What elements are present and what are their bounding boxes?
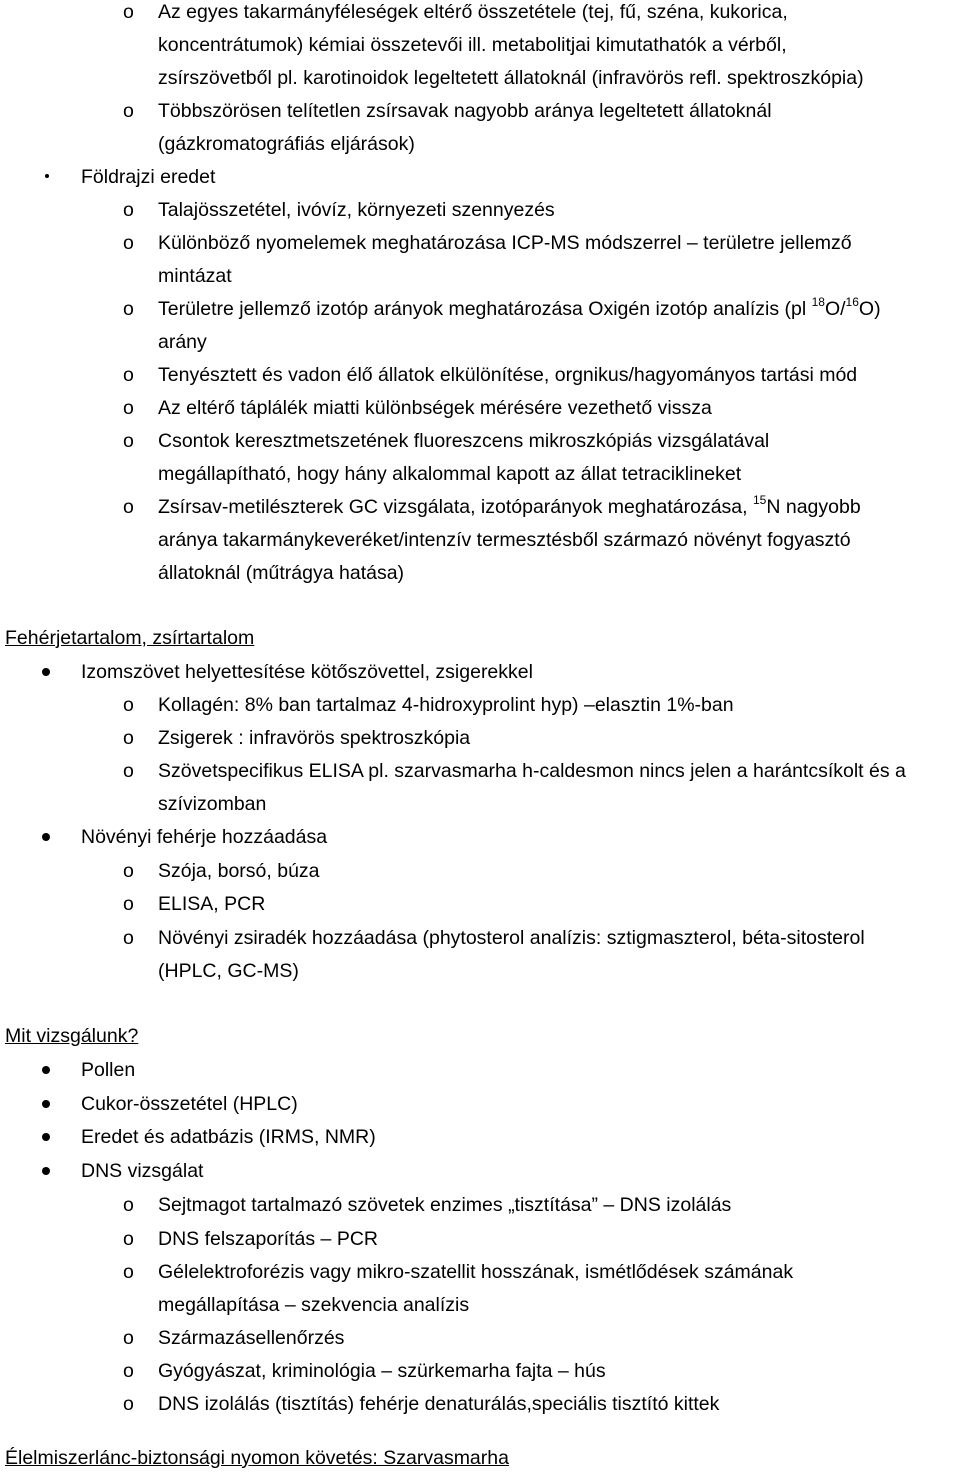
list-marker: o xyxy=(123,430,134,452)
footer-heading: Élelmiszerlánc-biztonsági nyomon követés: Szarvasmarha xyxy=(5,1447,509,1469)
text-segment: O/ xyxy=(824,298,846,320)
list-item-line: Zsigerek : infravörös spektroszkópia xyxy=(158,727,471,749)
list-marker: o xyxy=(123,1228,134,1250)
list-item-line: ELISA, PCR xyxy=(158,893,266,915)
superscript: 15 xyxy=(753,493,767,507)
list-marker: o xyxy=(123,1261,134,1283)
list-marker: o xyxy=(123,199,134,221)
bullet-dot xyxy=(42,1066,50,1074)
foldrajzi-label: Földrajzi eredet xyxy=(81,166,216,188)
list-item-line: Sejtmagot tartalmazó szövetek enzimes „tisztítása” – DNS izolálás xyxy=(158,1194,732,1216)
list-item-line: koncentrátumok) kémiai összetevői ill. metabolitjai kimutathatók a vérből, xyxy=(158,34,787,56)
bullet-label: DNS vizsgálat xyxy=(81,1160,204,1182)
list-item-line: szívizomban xyxy=(158,793,267,815)
list-item-line: Szövetspecifikus ELISA pl. szarvasmarha h-caldesmon nincs jelen a harántcsíkolt és a xyxy=(158,760,906,782)
list-marker: o xyxy=(123,100,134,122)
list-marker: o xyxy=(123,1194,134,1216)
text-segment: Területre jellemző izotóp arányok meghatározása Oxigén izotóp analízis (pl xyxy=(158,298,812,320)
bullet-label: Pollen xyxy=(81,1059,136,1081)
list-item-line: (gázkromatográfiás eljárások) xyxy=(158,133,415,155)
bullet-dot xyxy=(42,668,50,676)
list-item-line: Talajösszetétel, ivóvíz, környezeti szennyezés xyxy=(158,199,555,221)
list-item-line: (HPLC, GC-MS) xyxy=(158,960,299,982)
list-item-line: DNS felszaporítás – PCR xyxy=(158,1228,378,1250)
list-item-line: Csontok keresztmetszetének fluoreszcens mikroszkópiás vizsgálatával xyxy=(158,430,770,452)
list-marker: o xyxy=(123,860,134,882)
bullet-label: Növényi fehérje hozzáadása xyxy=(81,826,328,848)
bullet-dot xyxy=(42,1133,50,1141)
list-item-line: mintázat xyxy=(158,265,232,287)
list-item-line: megállapítható, hogy hány alkalommal kapott az állat tetraciklineket xyxy=(158,463,742,485)
list-item-line: Kollagén: 8% ban tartalmaz 4-hidroxyprolint hyp) –elasztin 1%-ban xyxy=(158,694,734,716)
list-item-line: Többszörösen telítetlen zsírsavak nagyobb aránya legeltetett állatoknál xyxy=(158,100,772,122)
bullet-label: Izomszövet helyettesítése kötőszövettel, zsigerekkel xyxy=(81,661,533,683)
section-heading: Fehérjetartalom, zsírtartalom xyxy=(5,627,255,649)
list-item-line: zsírszövetből pl. karotinoidok legeltetett állatoknál (infravörös refl. spektroszkópia) xyxy=(158,67,864,89)
list-item-line: Az eltérő táplálék miatti különbségek mérésére vezethető vissza xyxy=(158,397,712,419)
text-segment: N nagyobb xyxy=(766,496,861,518)
list-item-line xyxy=(158,297,881,321)
list-marker: o xyxy=(123,727,134,749)
list-marker: o xyxy=(123,496,134,518)
bullet-dot xyxy=(45,174,49,178)
list-marker: o xyxy=(123,694,134,716)
list-item-line: Gélelektroforézis vagy mikro-szatellit hosszának, ismétlődések számának xyxy=(158,1261,794,1283)
superscript: 18 xyxy=(811,295,825,309)
list-marker: o xyxy=(123,364,134,386)
list-item-line: Tenyésztett és vadon élő állatok elkülönítése, orgnikus/hagyományos tartási mód xyxy=(158,364,858,386)
list-marker: o xyxy=(123,298,134,320)
list-item-line: DNS izolálás (tisztítás) fehérje denaturálás,speciális tisztító kittek xyxy=(158,1393,720,1415)
list-marker: o xyxy=(123,397,134,419)
list-item-line: Gyógyászat, kriminológia – szürkemarha fajta – hús xyxy=(158,1360,606,1382)
bullet-dot xyxy=(42,1100,50,1108)
list-item-line: Az egyes takarmányféleségek eltérő összetétele (tej, fű, széna, kukorica, xyxy=(158,1,788,23)
list-item-line: aránya takarmánykeveréket/intenzív termesztésből származó növényt fogyasztó xyxy=(158,529,851,551)
list-marker: o xyxy=(123,760,134,782)
list-item-line: megállapítása – szekvencia analízis xyxy=(158,1294,470,1316)
bullet-dot xyxy=(42,1167,50,1175)
list-item-line: arány xyxy=(158,331,207,353)
list-item-line: Származásellenőrzés xyxy=(158,1327,345,1349)
list-marker: o xyxy=(123,1360,134,1382)
list-marker: o xyxy=(123,232,134,254)
list-marker: o xyxy=(123,1393,134,1415)
superscript: 16 xyxy=(845,295,859,309)
list-marker: o xyxy=(123,1327,134,1349)
list-marker: o xyxy=(123,1,134,23)
list-item-line: Növényi zsiradék hozzáadása (phytosterol analízis: sztigmaszterol, béta-sitosterol xyxy=(158,927,865,949)
bullet-label: Cukor-összetétel (HPLC) xyxy=(81,1093,298,1115)
list-marker: o xyxy=(123,893,134,915)
text-segment: O) xyxy=(858,298,881,320)
list-marker: o xyxy=(123,927,134,949)
text-segment: Zsírsav-metilészterek GC vizsgálata, izotóparányok meghatározása, xyxy=(158,496,753,518)
list-item-line xyxy=(158,495,861,519)
list-item-line: állatoknál (műtrágya hatása) xyxy=(158,562,405,584)
section-heading: Mit vizsgálunk? xyxy=(5,1025,139,1047)
bullet-dot xyxy=(42,833,50,841)
list-item-line: Különböző nyomelemek meghatározása ICP-MS módszerrel – területre jellemző xyxy=(158,232,852,254)
bullet-label: Eredet és adatbázis (IRMS, NMR) xyxy=(81,1126,376,1148)
list-item-line: Szója, borsó, búza xyxy=(158,860,320,882)
